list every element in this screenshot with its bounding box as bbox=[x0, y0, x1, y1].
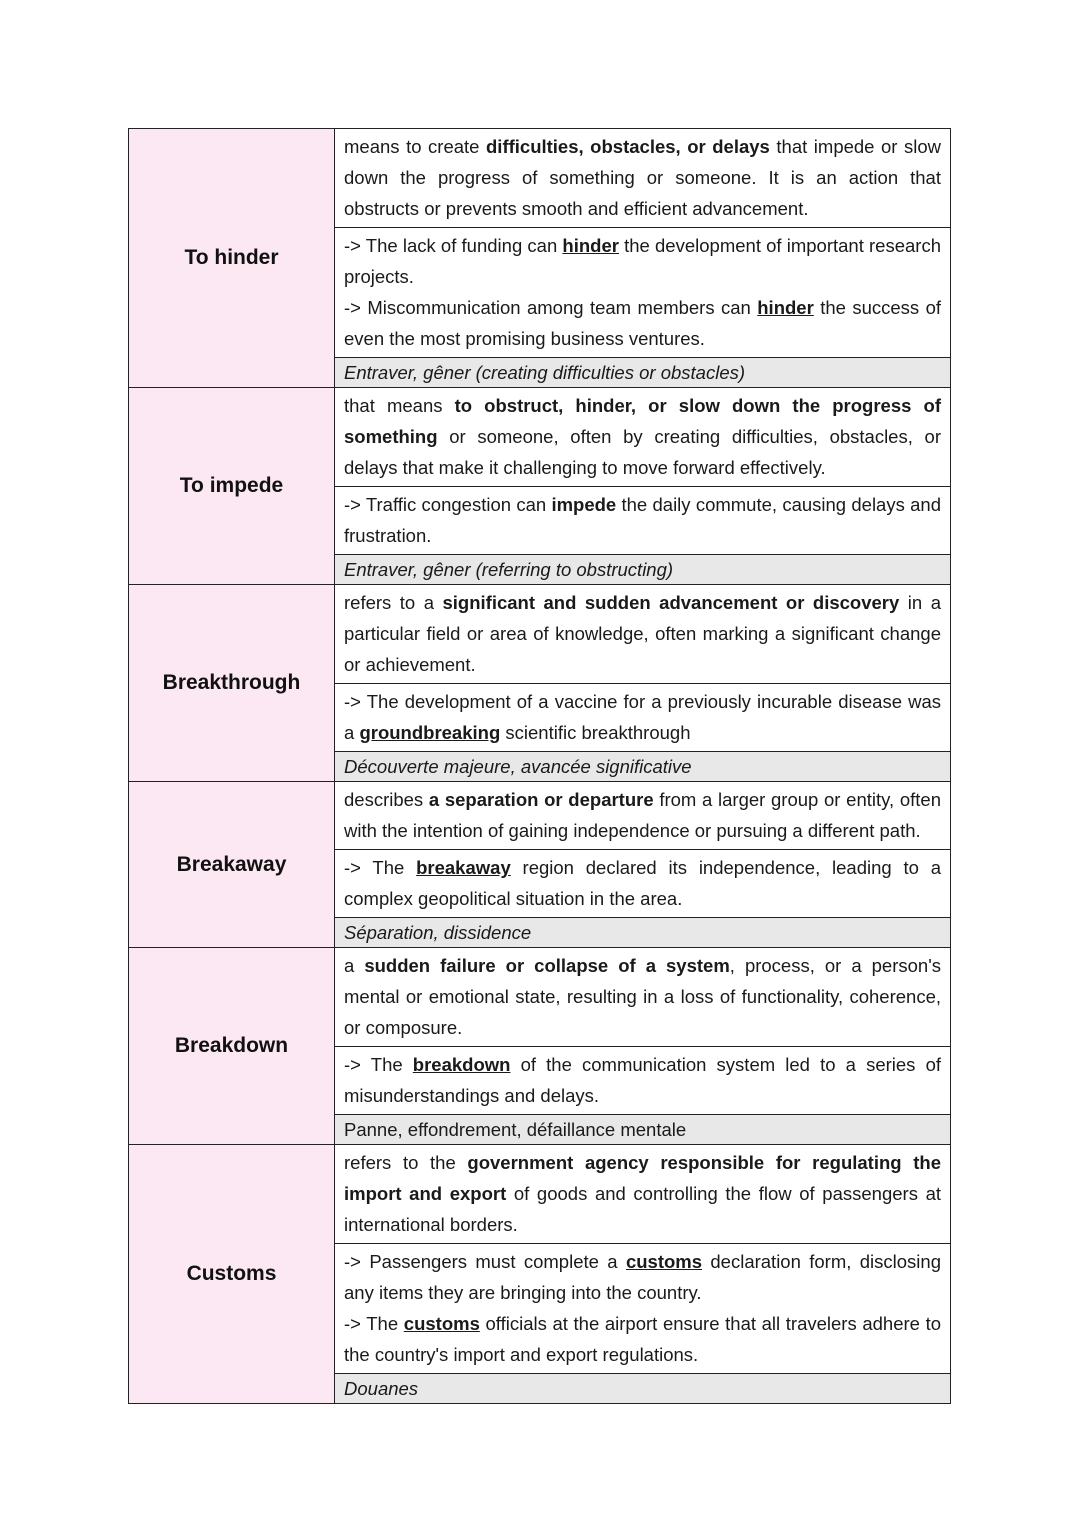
text-run: describes bbox=[344, 789, 429, 810]
text-run: -> Passengers must complete a bbox=[344, 1251, 626, 1272]
french-translation: Découverte majeure, avancée significative bbox=[335, 752, 950, 781]
underlined-text: hinder bbox=[757, 297, 814, 318]
definition-cell bbox=[335, 782, 951, 948]
text-run: scientific breakthrough bbox=[500, 722, 691, 743]
bold-text: a separation or departure bbox=[428, 789, 654, 810]
text-run: -> Miscommunication among team members can bbox=[344, 297, 758, 318]
text-run: from a larger group or entity, often with the intention of gaining independence or pursuing a different path. bbox=[344, 789, 941, 841]
text-run: , process, or a person's mental or emotional state, resulting in a loss of functionality, coherence, or composure. bbox=[344, 955, 941, 1038]
term-cell bbox=[129, 585, 335, 782]
vocabulary-table-body bbox=[129, 129, 951, 1404]
vocab-row bbox=[129, 782, 951, 948]
term-cell bbox=[129, 1145, 335, 1404]
definition-cell bbox=[335, 388, 951, 585]
bold-text: to obstruct, hinder, or slow down the progress of something bbox=[344, 395, 941, 447]
example-sentence bbox=[344, 230, 941, 292]
term-cell bbox=[129, 129, 335, 388]
examples-block bbox=[335, 684, 950, 752]
text-run: -> The bbox=[344, 1054, 413, 1075]
definition-text bbox=[335, 1145, 950, 1244]
examples-block bbox=[335, 1244, 950, 1374]
definition-cell bbox=[335, 129, 951, 388]
bold-text: difficulties, obstacles, or delays bbox=[486, 136, 770, 157]
french-translation: Douanes bbox=[335, 1374, 950, 1403]
text-run: -> The lack of funding can bbox=[344, 235, 563, 256]
definition-text bbox=[335, 585, 950, 684]
vocab-row bbox=[129, 388, 951, 585]
french-translation: Entraver, gêner (referring to obstructing) bbox=[335, 555, 950, 584]
term-label: To impede bbox=[179, 474, 284, 497]
bold-text: sudden failure or collapse of a system bbox=[364, 955, 730, 976]
definition-text bbox=[335, 388, 950, 487]
example-sentence bbox=[344, 1049, 941, 1111]
examples-block bbox=[335, 850, 950, 918]
text-run: officials at the airport ensure that all travelers adhere to the country's import and export regulations. bbox=[344, 1313, 941, 1365]
text-run: refers to the bbox=[344, 1152, 468, 1173]
text-run: refers to a bbox=[344, 592, 443, 613]
french-translation: Panne, effondrement, défaillance mentale bbox=[335, 1115, 950, 1144]
term-label: Customs bbox=[186, 1262, 277, 1285]
vocab-row bbox=[129, 585, 951, 782]
underlined-text: breakaway bbox=[416, 857, 511, 878]
underlined-text: hinder bbox=[562, 235, 619, 256]
definition-cell bbox=[335, 585, 951, 782]
example-sentence bbox=[344, 1308, 941, 1370]
example-sentence bbox=[344, 292, 941, 354]
definition-cell bbox=[335, 1145, 951, 1404]
text-run: -> Traffic congestion can bbox=[344, 494, 552, 515]
underlined-text: customs bbox=[625, 1251, 703, 1272]
text-run: region declared its independence, leading to a complex geopolitical situation in the area. bbox=[344, 857, 941, 909]
text-run: the development of important research projects. bbox=[344, 235, 942, 287]
term-cell bbox=[129, 782, 335, 948]
definition-text bbox=[335, 129, 950, 228]
term-label: To hinder bbox=[184, 246, 279, 269]
text-run: of the communication system led to a series of misunderstandings and delays. bbox=[344, 1054, 941, 1106]
french-translation: Entraver, gêner (creating difficulties or obstacles) bbox=[335, 358, 950, 387]
bold-text: government agency responsible for regulating the import and export bbox=[344, 1152, 941, 1204]
examples-block bbox=[335, 228, 950, 358]
text-run: -> The development of a vaccine for a previously incurable disease was a bbox=[344, 691, 941, 743]
examples-block bbox=[335, 1047, 950, 1115]
text-run: that impede or slow down the progress of something or someone. It is an action that obstructs or prevents smooth and efficient advancement. bbox=[344, 136, 942, 219]
example-sentence bbox=[344, 852, 941, 914]
french-translation: Séparation, dissidence bbox=[335, 918, 950, 947]
term-cell bbox=[129, 388, 335, 585]
examples-block bbox=[335, 487, 950, 555]
text-run: means to create bbox=[344, 136, 486, 157]
text-run: or someone, often by creating difficulties, obstacles, or delays that make it challenging to move forward effectively. bbox=[344, 426, 941, 478]
definition-text bbox=[335, 948, 950, 1047]
text-run: -> The bbox=[344, 1313, 404, 1334]
underlined-text: breakdown bbox=[412, 1054, 511, 1075]
vocab-row bbox=[129, 129, 951, 388]
bold-text: significant and sudden advancement or discovery bbox=[442, 592, 900, 613]
term-label: Breakthrough bbox=[162, 671, 301, 694]
text-run: a bbox=[344, 955, 365, 976]
example-sentence bbox=[344, 489, 941, 551]
example-sentence bbox=[344, 686, 941, 748]
term-label: Breakaway bbox=[176, 852, 287, 876]
term-label: Breakdown bbox=[174, 1034, 289, 1057]
text-run: -> The bbox=[344, 857, 417, 878]
text-run: in a particular field or area of knowledge, often marking a significant change or achievement. bbox=[344, 592, 941, 675]
term-cell bbox=[129, 948, 335, 1145]
definition-cell bbox=[335, 948, 951, 1145]
text-run: that means bbox=[344, 395, 455, 416]
text-run: the success of even the most promising business ventures. bbox=[344, 297, 941, 349]
underlined-text: customs bbox=[403, 1313, 480, 1334]
example-sentence bbox=[344, 1246, 941, 1308]
text-run: declaration form, disclosing any items they are bringing into the country. bbox=[344, 1251, 941, 1303]
vocabulary-table bbox=[128, 128, 951, 1404]
text-run: the daily commute, causing delays and frustration. bbox=[344, 494, 941, 546]
vocab-row bbox=[129, 1145, 951, 1404]
text-run: of goods and controlling the flow of passengers at international borders. bbox=[344, 1183, 941, 1235]
definition-text bbox=[335, 782, 950, 850]
vocab-row bbox=[129, 948, 951, 1145]
bold-text: impede bbox=[551, 494, 617, 515]
underlined-text: groundbreaking bbox=[359, 722, 501, 743]
